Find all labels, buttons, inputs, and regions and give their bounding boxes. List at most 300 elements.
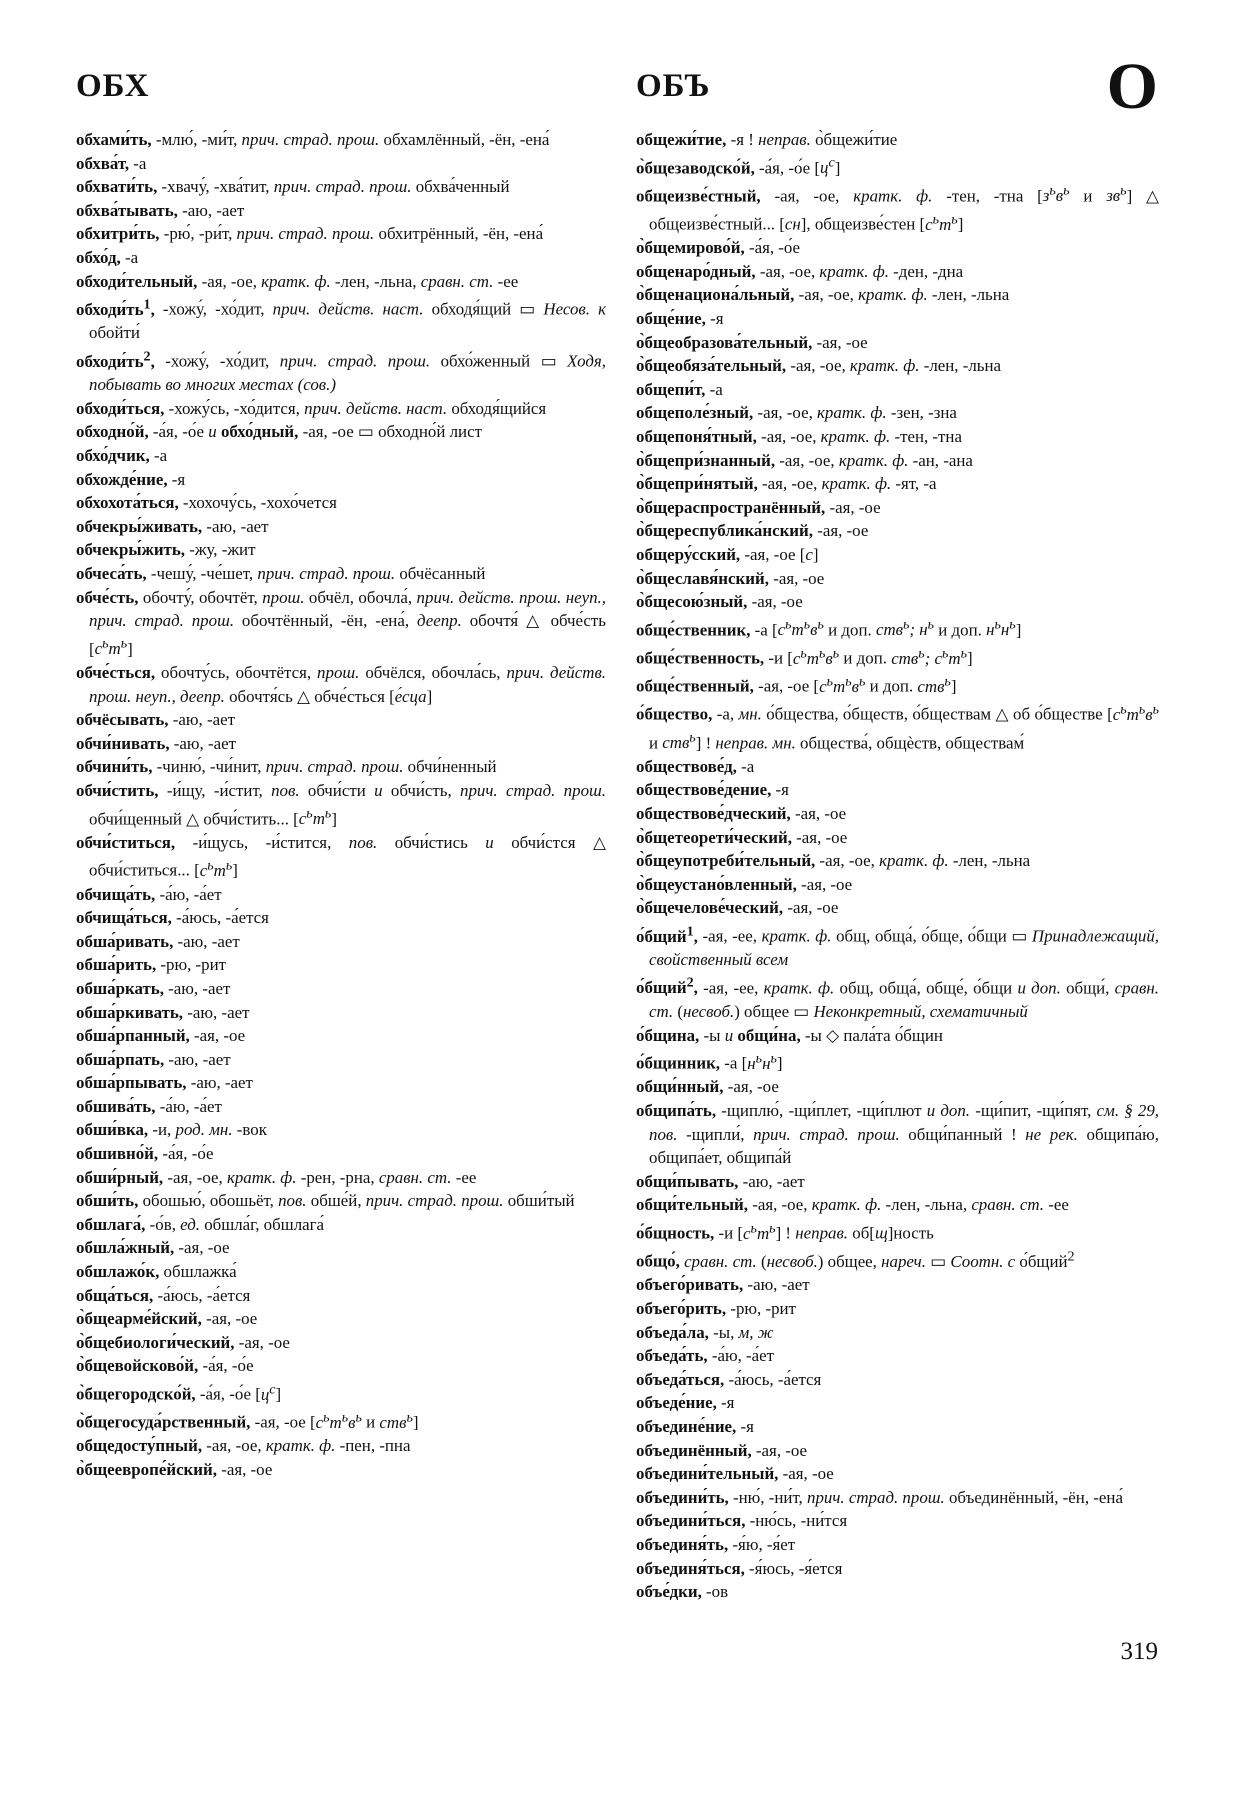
dictionary-entry (636, 449, 1159, 473)
dictionary-entry (636, 1297, 1159, 1321)
dictionary-entry (636, 1368, 1159, 1392)
dictionary-entry (76, 1458, 606, 1482)
entry-headword: общепоня́тный, (636, 427, 757, 446)
entry-grammar: -ая, -ое, кратк. ф. -лен, -льна (815, 851, 1031, 871)
dictionary-entry (76, 293, 606, 345)
entry-grammar: -а́ю, -а́ет (707, 1346, 775, 1366)
dictionary-entry (76, 1024, 606, 1048)
entry-headword: о̀бщемирово́й, (636, 238, 745, 258)
entry-headword: о̀бщебиологи́ческий, (76, 1332, 235, 1352)
entry-headword: обши́рный, (76, 1167, 164, 1187)
entry-grammar: -ню́сь, -ни́тся (745, 1511, 848, 1531)
entry-grammar: обочту́, обочтёт, прош. обчёл, обочла́, прич. действ. прош. неуп., прич. страд. прош. обочтённый, -ён, -ена́, деепр. обочтя́ △ обче́сть $[с^ьт^ь]$ (89, 587, 606, 659)
dictionary-entry (636, 1273, 1159, 1297)
entry-grammar: -ая, -ое (174, 1238, 230, 1258)
entry-headword: обша́рпать, (76, 1049, 165, 1069)
entry-grammar: -о́в, ед. обшла́г, обшлага́ (145, 1214, 325, 1234)
dictionary-entry (76, 1307, 606, 1331)
entry-grammar: -а (736, 756, 755, 776)
entry-grammar: обошью́, обошьёт, пов. обше́й, прич. страд. прош. обши́тый (138, 1191, 575, 1211)
dictionary-entry (76, 1048, 606, 1072)
dictionary-entry (636, 1391, 1159, 1415)
entry-headword: обчи́нивать, (76, 733, 170, 753)
entry-grammar: -а́юсь, -а́ется (724, 1369, 822, 1389)
dictionary-entry (76, 732, 606, 756)
entry-headword: обче́сть, (76, 587, 139, 607)
entry-headword: обхитри́ть, (76, 224, 160, 244)
entry-headword: обша́ривать, (76, 931, 174, 951)
entry-grammar: -хожу́, -хо́дит, прич. действ. наст. обходя́щий ▭ Несов. к обойти́ (89, 299, 607, 343)
entry-grammar: -аю, -ает (173, 931, 240, 951)
page-number: 319 (1120, 1638, 1158, 1665)
entry-grammar: сравн. ст. (несвоб.) общее, нареч. ▭ Соотн. с о́бщий$^2$ (684, 1248, 1075, 1271)
entry-grammar: -я ! неправ. о̀бщежи́тие (726, 130, 898, 149)
entry-grammar: -ая, -ое, кратк. ф. -ят, -а (757, 474, 937, 494)
dictionary-entry (636, 519, 1159, 543)
entry-headword: обчища́ться, (76, 908, 172, 928)
entry-headword: о́бщий$^1$, (636, 923, 698, 946)
dictionary-entry (76, 1378, 606, 1406)
dictionary-entry (636, 1047, 1159, 1075)
dictionary-entry (636, 920, 1159, 972)
entry-grammar: -аю, -ает (177, 200, 245, 220)
dictionary-entry (76, 152, 606, 176)
dictionary-entry (636, 1533, 1159, 1557)
entry-headword: обша́рпанный, (76, 1026, 190, 1046)
entry-grammar: -ая, -ое (201, 1309, 258, 1329)
entry-headword: обчекры́жить, (76, 540, 186, 560)
section-letter: О (1106, 50, 1158, 123)
entry-headword: объего́рить, (636, 1299, 727, 1319)
dictionary-entry (636, 778, 1159, 802)
entry-grammar: -ая, -ое (747, 592, 803, 612)
entry-grammar: -ая, -ое [с] (740, 544, 819, 564)
dictionary-entry (636, 1462, 1159, 1486)
entry-grammar: -ов (701, 1582, 729, 1602)
entry-grammar: -ы, м, ж (708, 1322, 774, 1342)
entry-grammar: -ая, -ое, кратк. ф. -лен, -льна (786, 356, 1002, 376)
entry-headword: обчища́ть, (76, 884, 156, 904)
entry-grammar: -а́я, -о́е и обхо́дный, -ая, -ое ▭ обходно́й лист (148, 422, 482, 442)
entry-grammar: -чиню́, -чи́нит, прич. страд. прош. обчи́ненный (152, 757, 497, 777)
entry-grammar: -рю, -рит (156, 955, 227, 975)
entry-grammar: -я́юсь, -я́ется (744, 1558, 843, 1578)
dictionary-entry (636, 972, 1159, 1024)
entry-grammar: -а́я, -о́е (198, 1356, 254, 1376)
entry-headword: о̀бщепри́знанный, (636, 450, 776, 470)
entry-grammar: -рю́, -ри́т, прич. страд. прош. обхитрённый, -ён, -ена́ (159, 224, 544, 244)
dictionary-entry (76, 1284, 606, 1308)
entry-grammar: -а (705, 379, 723, 399)
entry-headword: обши́ть, (76, 1191, 139, 1211)
entry-grammar: -я (771, 780, 789, 800)
dictionary-entry (76, 1071, 606, 1095)
entry-grammar: -а́юсь, -а́ется (171, 908, 269, 928)
entry-headword: о̀бщесою́зный, (636, 592, 748, 612)
entry-headword: о̀бщечелове́ческий, (636, 898, 784, 918)
entry-grammar: -ая, -ое (778, 1464, 834, 1484)
dictionary-entry (76, 1142, 606, 1166)
dictionary-entry (636, 401, 1159, 425)
entry-headword: обхо́дчик, (76, 445, 150, 465)
entry-grammar: -ая, -ое, кратк. ф. -ден, -дна (755, 261, 964, 281)
entry-headword: объеда́ла, (636, 1322, 709, 1342)
entry-headword: о́бщина, (636, 1025, 700, 1045)
dictionary-entry (636, 425, 1159, 449)
entry-grammar: -аю, -ает (183, 1002, 250, 1022)
dictionary-entry (636, 590, 1159, 614)
dictionary-entry (636, 614, 1159, 642)
entry-headword: объедине́ние, (636, 1417, 737, 1436)
entry-headword: общедосту́пный, (76, 1436, 203, 1456)
entry-headword: о̀бщеобразова́тельный, (636, 332, 813, 352)
dictionary-entry (76, 199, 606, 223)
entry-headword: объединя́ться, (636, 1558, 745, 1578)
dictionary-entry (76, 930, 606, 954)
dictionary-entry (636, 826, 1159, 850)
entry-headword: о̀бщеевропе́йский, (76, 1460, 217, 1480)
dictionary-entry (76, 491, 606, 515)
dictionary-entry (636, 180, 1159, 236)
entry-grammar: -ая, -ое (768, 568, 825, 588)
entry-grammar: -и́щусь, -и́стится, пов. обчи́стись и обчи́стся △ обчи́ститься... $[с^ьт^ь]$ (89, 832, 606, 880)
entry-headword: о̀бщетеорети́ческий, (636, 827, 792, 847)
dictionary-entry (76, 779, 606, 831)
dictionary-entry (76, 953, 606, 977)
entry-grammar: -я (716, 1393, 735, 1413)
entry-grammar: -ая, -ое, кратк. ф. -ан, -ана (775, 450, 973, 470)
entry-grammar: -я (705, 309, 724, 329)
entry-grammar: -ая, -ое (189, 1026, 246, 1046)
entry-grammar: -а́я, -о́е (744, 238, 801, 258)
entry-grammar: -ая, -ое (751, 1440, 808, 1460)
left-column (76, 128, 606, 1482)
dictionary-entry (636, 283, 1159, 307)
entry-headword: объедини́тельный, (636, 1464, 779, 1484)
entry-grammar: -ая, -ое (791, 827, 848, 847)
dictionary-entry (636, 567, 1159, 591)
dictionary-entry (76, 1095, 606, 1119)
dictionary-entry (636, 1557, 1159, 1581)
entry-headword: обчеса́ть, (76, 563, 147, 583)
entry-headword: обша́ркивать, (76, 1002, 184, 1022)
dictionary-entry (636, 1217, 1159, 1245)
dictionary-entry (636, 236, 1159, 260)
dictionary-entry (76, 1434, 606, 1458)
entry-grammar: обшлажка́ (159, 1262, 237, 1282)
entry-headword: объединённый, (636, 1440, 752, 1460)
entry-headword: обчи́ститься, (76, 832, 176, 852)
entry-grammar: -ая, -ое, кратк. ф. -лен, -льна, сравн. ст. -ее (197, 271, 519, 291)
entry-grammar: -ая, -ое, кратк. ф. -рен, -рна, сравн. ст. -ее (163, 1167, 477, 1187)
dictionary-entry (76, 246, 606, 270)
entry-grammar: -ая, -ое, кратк. ф. -пен, -пна (202, 1436, 411, 1456)
entry-headword: о̀бщеупотреби́тельный, (636, 851, 816, 871)
entry-headword: обхожде́ние, (76, 469, 168, 489)
entry-grammar: -аю, -ает (164, 1049, 231, 1069)
entry-headword: о̀бщеарме́йский, (76, 1309, 202, 1329)
entry-headword: обхохота́ться, (76, 493, 179, 513)
entry-headword: о̀бщезаводско́й, (636, 158, 755, 178)
entry-headword: объеда́ть, (636, 1346, 708, 1366)
entry-grammar: -ая, -ое [$с^ьт^ьв^ь$ и ств$^ь$] (250, 1409, 419, 1432)
entry-headword: обща́ться, (76, 1285, 154, 1305)
dictionary-entry (76, 1406, 606, 1434)
entry-headword: $обходи́ть^2$, (76, 347, 155, 371)
entry-grammar: -а́я, -о́е $[ц^с]$ (754, 154, 841, 178)
dictionary-entry (76, 1213, 606, 1237)
entry-headword: объедини́ть, (636, 1487, 729, 1507)
entry-headword: объединя́ть, (636, 1534, 729, 1554)
dictionary-entry (636, 378, 1159, 402)
dictionary-entry (636, 670, 1159, 698)
entry-grammar: -а́ю, -а́ет (155, 884, 222, 904)
entry-headword: о̀бщеобяза́тельный, (636, 356, 787, 376)
entry-grammar: -хвачу́, -хва́тит, прич. страд. прош. обхва́ченный (157, 177, 510, 197)
dictionary-entry (636, 1170, 1159, 1194)
entry-grammar: -аю, -ает (163, 978, 231, 998)
entry-headword: обшлага́, (76, 1214, 146, 1234)
dictionary-entry (636, 1193, 1159, 1217)
dictionary-entry (76, 1236, 606, 1260)
entry-grammar: -ая, -ое, кратк. ф. -тен, -тна [$з^ьв^ь$ и $зв^ь$] △ общеизве́стный... [сн], общеизве́стен $[с^ьт^ь]$ (649, 182, 1159, 234)
entry-grammar: -ая, -ое, кратк. ф. -зен, -зна (753, 403, 957, 423)
dictionary-entry (636, 1075, 1159, 1099)
entry-grammar: -ню́, -ни́т, прич. страд. прош. объединённый, -ён, -ена́ (728, 1487, 1123, 1507)
entry-grammar: -хожу́сь, -хо́дится, прич. действ. наст. обходя́щийся (164, 398, 547, 418)
dictionary-entry (636, 1415, 1159, 1439)
running-head-right: ОБЪ (636, 68, 711, 104)
entry-headword: общепи́т, (636, 379, 706, 399)
entry-grammar: -аю, -ает (168, 710, 235, 730)
entry-headword: обши́вка, (76, 1120, 149, 1140)
entry-headword: обще́ственность, (636, 648, 765, 668)
entry-grammar: -а́юсь, -а́ется (153, 1285, 251, 1305)
entry-grammar: -ая, -ее, кратк. ф. общ, обща́, обще́, о́бщи и доп. общи́, сравн. ст. (несвоб.) общее ▭ Неконкретный, схематичный (649, 978, 1159, 1022)
entry-headword: обществове́д, (636, 756, 737, 776)
dictionary-entry (76, 1001, 606, 1025)
entry-grammar: -и, род. мн. -вок (148, 1120, 267, 1140)
entry-grammar: -ая, -ое (216, 1460, 273, 1480)
dictionary-entry (76, 831, 606, 883)
dictionary-entry (636, 802, 1159, 826)
dictionary-entry (76, 977, 606, 1001)
entry-headword: обшлажо́к, (76, 1262, 160, 1282)
dictionary-entry (636, 307, 1159, 331)
entry-grammar: -я́ю, -я́ет (728, 1534, 796, 1554)
entry-headword: $обходи́ть^1$, (76, 296, 155, 319)
entry-headword: обходи́тельный, (76, 271, 198, 291)
entry-grammar: -жу, -жит (185, 540, 256, 560)
dictionary-entry (636, 128, 1159, 152)
entry-grammar: -аю, -ает (169, 733, 236, 753)
entry-grammar: -хожу́, -хо́дит, прич. страд. прош. обхо́женный ▭ Ходя, побывать во многих местах (сов.) (89, 351, 606, 395)
dictionary-entry (76, 468, 606, 492)
entry-grammar: -и $[с^ьт^ь]$ ! неправ. об[щ]ность (714, 1220, 934, 1243)
dictionary-entry (636, 543, 1159, 567)
entry-headword: общежи́тие, (636, 130, 727, 149)
entry-headword: о́бщество, (636, 705, 713, 725)
entry-headword: о̀бщепри́нятый, (636, 474, 758, 494)
entry-headword: обходно́й, (76, 422, 149, 442)
dictionary-entry (636, 755, 1159, 779)
dictionary-entry (636, 642, 1159, 670)
dictionary-entry (636, 1439, 1159, 1463)
entry-grammar: -млю́, -ми́т, прич. страд. прош. обхамлённый, -ён, -ена́ (151, 130, 550, 149)
entry-headword: обчи́стить, (76, 780, 159, 800)
entry-headword: о̀бщереспублика́нский, (636, 521, 813, 541)
dictionary-entry (76, 1354, 606, 1378)
entry-grammar: -я (736, 1417, 754, 1436)
entry-headword: общи́нный, (636, 1077, 724, 1097)
entry-headword: обще́ние, (636, 309, 706, 329)
entry-headword: о̀бщенациона́льный, (636, 285, 795, 305)
dictionary-entry (636, 698, 1159, 754)
entry-headword: объеда́ться, (636, 1369, 725, 1389)
entry-grammar: -ая, -ое [$с^ьт^ьв^ь$ и доп. ств$^ь$] (753, 673, 957, 696)
dictionary-entry (76, 906, 606, 930)
entry-grammar: -аю, -ает (186, 1073, 253, 1093)
entry-grammar: -хохочу́сь, -хохо́чется (178, 493, 337, 513)
dictionary-entry (76, 1166, 606, 1190)
entry-headword: обшива́ть, (76, 1096, 156, 1116)
entry-headword: обще́ственник, (636, 620, 751, 640)
dictionary-entry (76, 1331, 606, 1355)
dictionary-entry (76, 1118, 606, 1142)
dictionary-entry (636, 354, 1159, 378)
entry-headword: объего́ривать, (636, 1275, 744, 1295)
entry-headword: общи́тельный, (636, 1195, 748, 1215)
dictionary-entry (76, 420, 606, 444)
entry-headword: объедини́ться, (636, 1511, 746, 1531)
entry-headword: о́бщность, (636, 1223, 715, 1243)
right-column (636, 128, 1159, 1604)
dictionary-entry (76, 175, 606, 199)
entry-headword: общипа́ть, (636, 1101, 717, 1121)
entry-grammar: -а́я, -о́е $[ц^с]$ (195, 1381, 282, 1404)
dictionary-entry (636, 849, 1159, 873)
entry-headword: объе́дки, (636, 1582, 702, 1602)
entry-headword: обществове́дение, (636, 780, 772, 800)
entry-grammar: -чешу́, -че́шет, прич. страд. прош. обчёсанный (146, 563, 486, 583)
entry-grammar: -ая, -ое, кратк. ф. -лен, -льна, сравн. ст. -ее (747, 1195, 1069, 1215)
entry-grammar: -аю, -ает (743, 1275, 810, 1295)
entry-grammar: -а́ю, -а́ет (155, 1096, 222, 1116)
dictionary-entry (76, 397, 606, 421)
dictionary-entry (76, 345, 606, 397)
entry-grammar: -аю, -ает (738, 1171, 805, 1191)
entry-grammar: -а (149, 445, 168, 465)
entry-headword: обхва́т, (76, 153, 130, 173)
entry-grammar: -ая, -ое (783, 898, 839, 918)
entry-grammar: -ая, -ое (796, 874, 853, 894)
entry-grammar: обочту́сь, обочтётся, прош. обчёлся, обочла́сь, прич. действ. прош. неуп., деепр. обочтя́сь △ обче́сться [е́сца] (89, 662, 606, 706)
dictionary-entry (636, 1486, 1159, 1510)
dictionary-entry (636, 496, 1159, 520)
entry-headword: обхами́ть, (76, 130, 152, 149)
dictionary-entry (636, 1344, 1159, 1368)
dictionary-entry (636, 1321, 1159, 1345)
entry-headword: обхо́д, (76, 247, 121, 267)
dictionary-entry (76, 270, 606, 294)
entry-grammar: -я (167, 469, 186, 489)
dictionary-entry (636, 1024, 1159, 1048)
entry-grammar: -а (120, 247, 139, 267)
dictionary-entry (636, 331, 1159, 355)
entry-grammar: -ы и общи́на, -ы ◇ пала́та о́бщин (699, 1025, 943, 1045)
entry-grammar: -ая, -ое (723, 1077, 779, 1097)
entry-grammar: -а (129, 153, 147, 173)
entry-headword: обшивно́й, (76, 1144, 159, 1164)
entry-grammar: -ая, -ое (813, 521, 869, 541)
entry-headword: общеполе́зный, (636, 403, 754, 423)
entry-grammar: -а $[н^ьн^ь]$ (720, 1050, 783, 1073)
entry-grammar: -ая, -ое (234, 1332, 290, 1352)
dictionary-entry (636, 873, 1159, 897)
entry-grammar: -ая, -ое, кратк. ф. -тен, -тна (756, 427, 962, 446)
dictionary-entry (636, 152, 1159, 180)
entry-grammar: -и [$с^ьт^ьв^ь$ и доп. ств$^ь$; $с^ьт^ь$] (764, 644, 973, 668)
entry-headword: обхвати́ть, (76, 177, 158, 197)
entry-headword: о́бщий$^2$, (636, 974, 698, 998)
entry-headword: обчёсывать, (76, 710, 169, 730)
dictionary-entry (76, 538, 606, 562)
entry-headword: о̀бщегородско́й, (76, 1384, 196, 1404)
dictionary-entry (636, 260, 1159, 284)
entry-headword: о̀бщераспространённый, (636, 497, 826, 517)
entry-headword: общенаро́дный, (636, 261, 756, 281)
entry-grammar: -ая, -ое (790, 804, 847, 824)
dictionary-entry (636, 1245, 1159, 1273)
dictionary-entry (636, 1099, 1159, 1170)
dictionary-entry (76, 661, 606, 708)
dictionary-entry (76, 883, 606, 907)
entry-grammar: -ая, -ое (825, 497, 881, 517)
entry-headword: общеизве́стный, (636, 186, 761, 206)
entry-grammar: -аю, -ает (202, 516, 269, 536)
dictionary-entry (76, 515, 606, 539)
dictionary-entry (636, 1509, 1159, 1533)
entry-headword: обходи́ться, (76, 398, 165, 418)
entry-headword: обче́сться, (76, 662, 156, 682)
dictionary-entry (76, 586, 606, 661)
dictionary-entry (76, 444, 606, 468)
entry-grammar: -ая, -ое (812, 332, 868, 352)
entry-headword: о́бщинник, (636, 1053, 721, 1073)
dictionary-entry (76, 128, 606, 152)
entry-headword: общи́пывать, (636, 1171, 739, 1191)
dictionary-entry (636, 896, 1159, 920)
entry-grammar: -рю, -рит (726, 1299, 796, 1319)
entry-grammar: -ая, -ое, кратк. ф. -лен, -льна (794, 285, 1010, 305)
entry-grammar: -а, мн. о́бщества, о́бществ, о́бществам △ об о́бществе [$с^ьт^ьв^ь$ и ств$^ь$] ! неправ. мн. общества́, общѐств, обществам́ (649, 701, 1160, 753)
entry-headword: общо́, (636, 1251, 680, 1271)
dictionary-entry (76, 755, 606, 779)
entry-grammar: -а́я, -о́е (158, 1144, 214, 1164)
entry-headword: о̀бщеславя́нский, (636, 568, 769, 588)
entry-headword: обшла́жный, (76, 1238, 175, 1258)
entry-grammar: -и́щу, -и́стит, пов. обчи́сти и обчи́сть, прич. страд. прош. обчи́щенный △ обчи́стить... $[с^ьт^ь]$ (89, 780, 606, 829)
entry-headword: обчини́ть, (76, 757, 153, 777)
entry-headword: о̀бщеустано́вленный, (636, 874, 797, 894)
dictionary-entry (76, 708, 606, 732)
entry-grammar: -щиплю́, -щи́плет, -щи́плют и доп. -щи́пит, -щи́пят, см. § 29, пов. -щипли́, прич. страд. прош. общи́панный ! не рек. общипа́ю, общипа́ет, общипа́й (649, 1101, 1159, 1168)
dictionary-entry (76, 1189, 606, 1213)
entry-headword: объеде́ние, (636, 1393, 717, 1413)
entry-headword: о̀бщевойсково́й, (76, 1356, 199, 1376)
dictionary-entry (76, 222, 606, 246)
entry-headword: обчекры́живать, (76, 516, 203, 536)
